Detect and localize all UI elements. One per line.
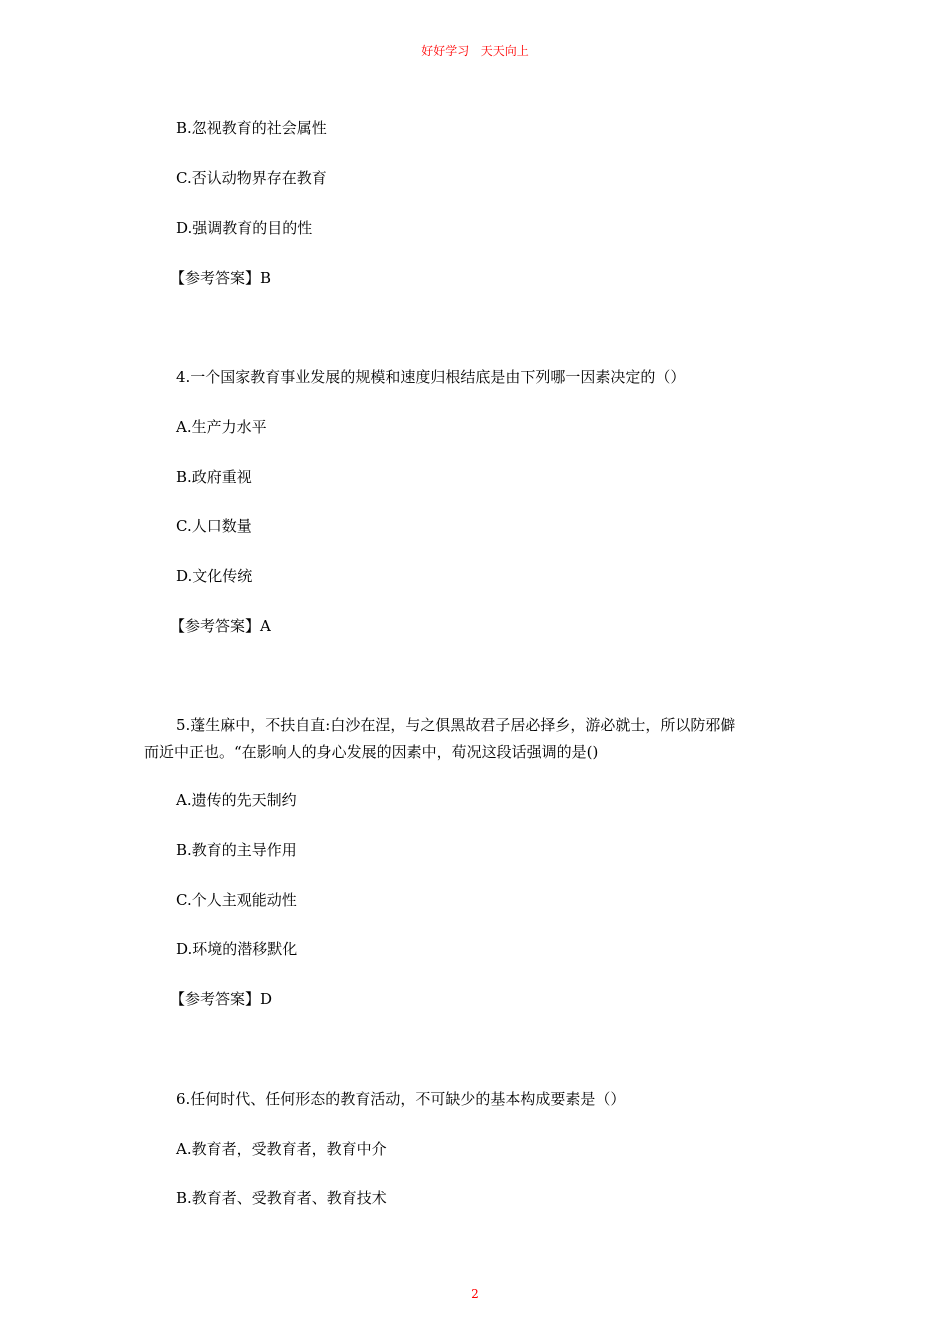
q5-option-a: A.遗传的先天制约 [176,791,297,809]
q4-option-b: B.政府重视 [176,468,252,486]
q5-answer: 【参考答案】D [170,990,273,1008]
q5-question-line1: 5.蓬生麻中，不扶自直:白沙在涅，与之俱黑故君子居必择乡，游必就士，所以防邪僻 [176,716,736,734]
q6-option-a: A.教育者，受教育者，教育中介 [176,1140,387,1158]
q5-option-d: D.环境的潜移默化 [176,940,298,958]
q6-question: 6.任何时代、任何形态的教育活动，不可缺少的基本构成要素是（） [176,1090,626,1108]
q3-answer: 【参考答案】B [170,269,272,287]
q4-option-d: D.文化传统 [176,567,253,585]
page-header: 好好学习 天天向上 [421,44,529,58]
q3-option-c: C.否认动物界存在教育 [176,169,327,187]
q5-option-b: B.教育的主导作用 [176,841,297,859]
q4-option-c: C.人口数量 [176,517,252,535]
q5-option-c: C.个人主观能动性 [176,891,297,909]
q4-answer: 【参考答案】A [170,617,271,635]
q4-question: 4.一个国家教育事业发展的规模和速度归根结底是由下列哪一因素决定的（） [176,368,686,386]
q3-option-d: D.强调教育的目的性 [176,219,313,237]
page-number: 2 [471,1287,479,1301]
q6-option-b: B.教育者、受教育者、教育技术 [176,1189,387,1207]
q4-option-a: A.生产力水平 [176,418,267,436]
q3-option-b: B.忽视教育的社会属性 [176,119,327,137]
q5-question-line2: 而近中正也。“在影响人的身心发展的因素中，荀况这段话强调的是() [144,743,599,761]
